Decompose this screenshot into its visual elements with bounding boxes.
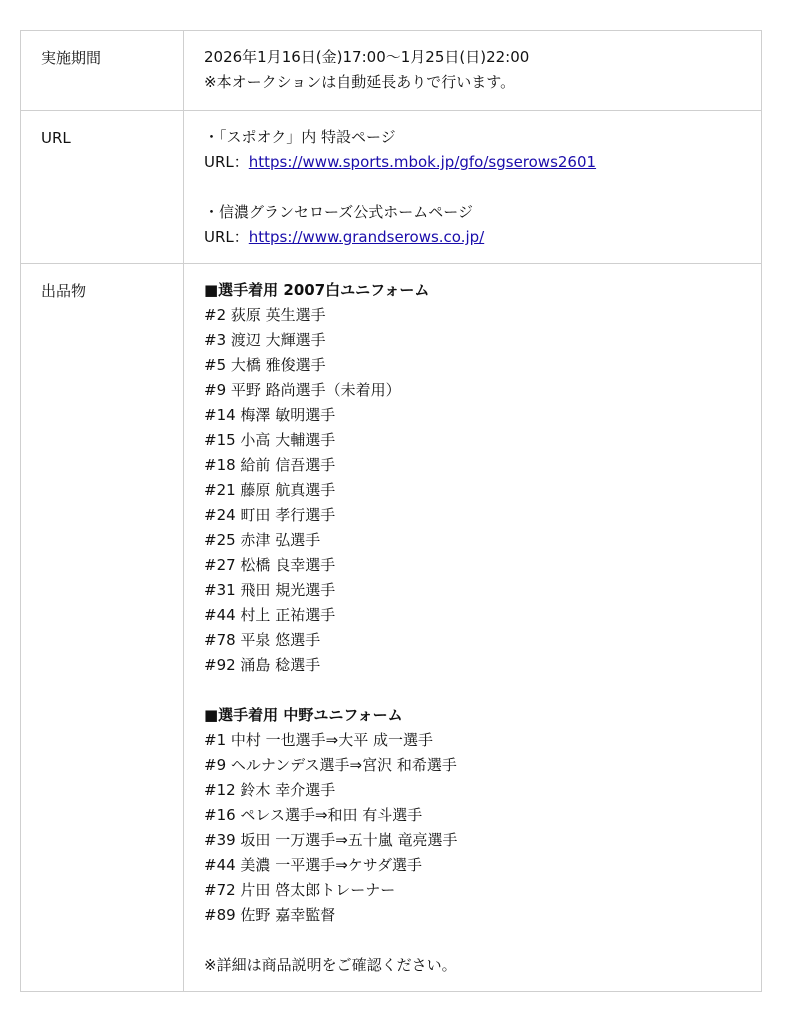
list-item: #14 梅澤 敏明選手	[204, 406, 336, 424]
period-value-cell	[184, 31, 762, 111]
items-label: 出品物	[41, 282, 87, 300]
items-note: ※詳細は商品説明をご確認ください。	[204, 956, 457, 974]
list-item: #16 ペレス選手⇒和田 有斗選手	[204, 806, 423, 824]
url-row	[21, 111, 762, 264]
list-item: #1 中村 一也選手⇒大平 成一選手	[204, 731, 433, 749]
list-item: #24 町田 孝行選手	[204, 506, 336, 524]
list-item: #25 赤津 弘選手	[204, 531, 321, 549]
list-item: #89 佐野 嘉幸監督	[204, 906, 336, 924]
period-label: 実施期間	[41, 49, 102, 67]
auction-info-table	[20, 30, 762, 992]
url-label: URL	[41, 129, 71, 147]
sport-ok-link[interactable]: https://www.sports.mbok.jp/gfo/sgserows2601	[248, 153, 597, 171]
spacer	[204, 678, 741, 703]
list-item: #21 藤原 航真選手	[204, 481, 336, 499]
list-item: #31 飛田 規光選手	[204, 581, 336, 599]
list-item: #12 鈴木 幸介選手	[204, 781, 336, 799]
spacer	[204, 175, 741, 200]
list-item: #44 美濃 一平選手⇒ケサダ選手	[204, 856, 423, 874]
period-label-cell	[21, 31, 184, 111]
list-item: #39 坂田 一万選手⇒五十嵐 竜亮選手	[204, 831, 458, 849]
group1-title: ■選手着用 2007白ユニフォーム	[204, 281, 430, 299]
items-value-cell	[184, 264, 762, 992]
list-item: #5 大橋 雅俊選手	[204, 356, 326, 374]
list-item: #27 松橋 良幸選手	[204, 556, 336, 574]
list-item: #18 給前 信吾選手	[204, 456, 336, 474]
url-label-cell	[21, 111, 184, 264]
sport-ok-title: ・「スポオク」内 特設ページ	[204, 128, 396, 146]
list-item: #3 渡辺 大輝選手	[204, 331, 326, 349]
group2-title: ■選手着用 中野ユニフォーム	[204, 706, 403, 724]
list-item: #44 村上 正祐選手	[204, 606, 336, 624]
period-datetime: 2026年1月16日(金)17:00〜1月25日(日)22:00	[204, 48, 530, 66]
list-item: #9 ヘルナンデス選手⇒宮沢 和希選手	[204, 756, 457, 774]
list-item: #78 平泉 悠選手	[204, 631, 321, 649]
sport-ok-url-line	[204, 150, 741, 175]
official-link[interactable]: https://www.grandserows.co.jp/	[248, 228, 485, 246]
items-label-cell	[21, 264, 184, 992]
list-item: #72 片田 啓太郎トレーナー	[204, 881, 396, 899]
official-url-prefix: URL：	[204, 228, 249, 246]
spacer	[204, 928, 741, 953]
items-row	[21, 264, 762, 992]
official-url-line	[204, 225, 741, 250]
list-item: #9 平野 路尚選手（未着用）	[204, 381, 401, 399]
period-row	[21, 31, 762, 111]
url-value-cell	[184, 111, 762, 264]
period-note: ※本オークションは自動延長ありで行います。	[204, 73, 516, 91]
official-title: ・信濃グランセローズ公式ホームページ	[204, 203, 473, 221]
list-item: #92 涌島 稔選手	[204, 656, 321, 674]
list-item: #15 小高 大輔選手	[204, 431, 336, 449]
sport-ok-url-prefix: URL：	[204, 153, 249, 171]
list-item: #2 荻原 英生選手	[204, 306, 326, 324]
